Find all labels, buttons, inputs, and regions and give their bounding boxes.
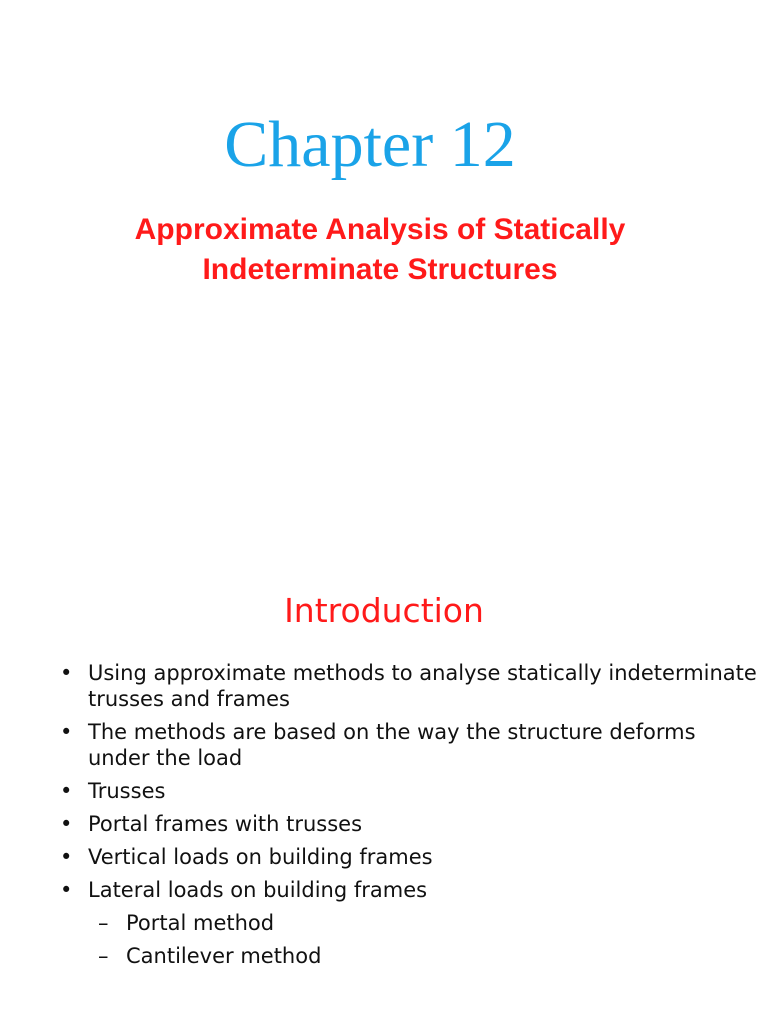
intro-slide: [0, 512, 768, 1024]
bullet-text: Lateral loads on building frames: [88, 878, 428, 902]
chapter-subtitle: [20, 210, 740, 290]
bullet-text: Vertical loads on building frames: [88, 845, 433, 869]
bullet-dot-icon: •: [60, 779, 73, 803]
dash-icon: –: [98, 944, 109, 968]
bullet-dot-icon: •: [60, 720, 73, 744]
bullet-text: Trusses: [88, 779, 166, 803]
list-item: [58, 660, 758, 712]
intro-heading: Introduction: [284, 591, 484, 630]
list-item: [58, 877, 758, 969]
sub-list-item: [98, 943, 758, 969]
dash-icon: –: [98, 911, 109, 935]
sub-bullet-list: [88, 910, 758, 969]
list-item: [58, 811, 758, 837]
bullet-dot-icon: •: [60, 661, 73, 685]
bullet-text: The methods are based on the way the structure deforms under the load: [88, 720, 696, 770]
subtitle-line-1: Approximate Analysis of Statically: [134, 213, 626, 246]
subtitle-line-2: Indeterminate Structures: [202, 253, 558, 286]
list-item: [58, 778, 758, 804]
sub-bullet-text: Cantilever method: [126, 944, 322, 968]
bullet-list: [58, 660, 758, 976]
sub-list-item: [98, 910, 758, 936]
sub-bullet-text: Portal method: [126, 911, 275, 935]
list-item: [58, 719, 758, 771]
chapter-title: Chapter 12: [224, 108, 516, 181]
bullet-dot-icon: •: [60, 812, 73, 836]
bullet-text: Using approximate methods to analyse statically indeterminate trusses and frames: [88, 661, 757, 711]
list-item: [58, 844, 758, 870]
bullet-text: Portal frames with trusses: [88, 812, 363, 836]
bullet-dot-icon: •: [60, 845, 73, 869]
bullet-dot-icon: •: [60, 878, 73, 902]
